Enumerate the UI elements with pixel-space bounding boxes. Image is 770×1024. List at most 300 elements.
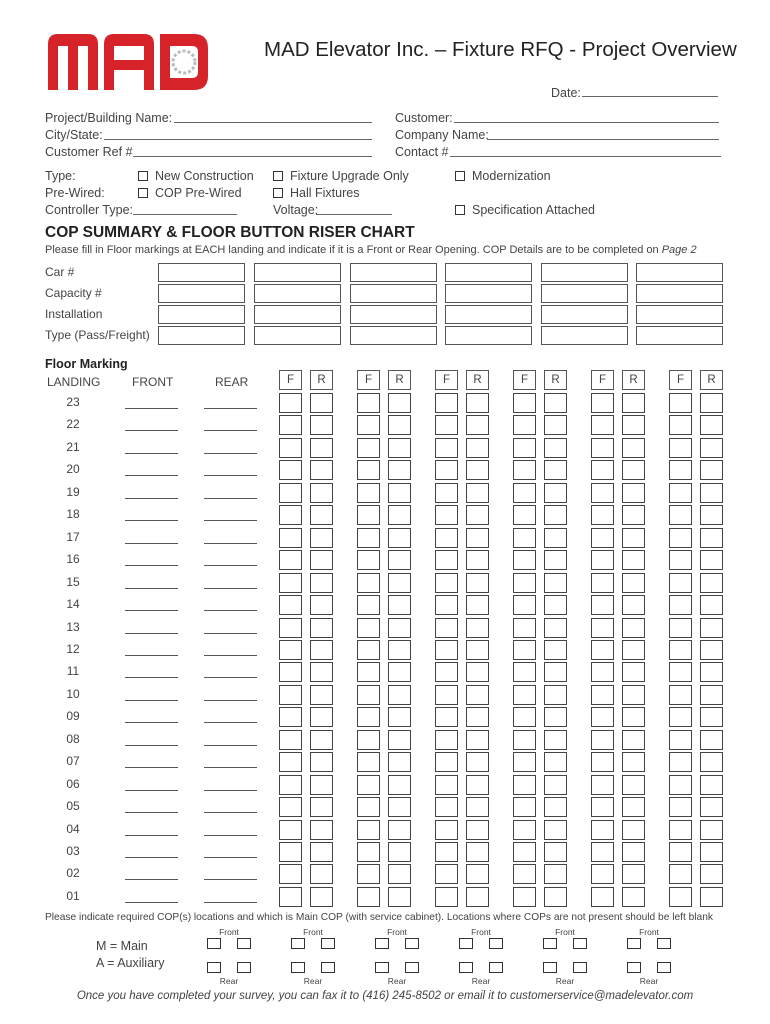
front-opening-box[interactable] bbox=[513, 820, 536, 840]
front-opening-box[interactable] bbox=[591, 707, 614, 727]
front-marking-field[interactable] bbox=[125, 520, 178, 521]
controller-type-field[interactable] bbox=[133, 214, 237, 215]
front-opening-box[interactable] bbox=[357, 685, 380, 705]
front-opening-box[interactable] bbox=[591, 618, 614, 638]
front-opening-box[interactable] bbox=[435, 775, 458, 795]
spec-input-box[interactable] bbox=[445, 284, 532, 303]
front-opening-box[interactable] bbox=[513, 393, 536, 413]
spec-input-box[interactable] bbox=[158, 263, 245, 282]
rear-opening-box[interactable] bbox=[310, 820, 333, 840]
rear-marking-field[interactable] bbox=[204, 790, 257, 791]
front-opening-box[interactable] bbox=[591, 730, 614, 750]
front-opening-box[interactable] bbox=[435, 797, 458, 817]
rear-opening-box[interactable] bbox=[544, 864, 567, 884]
fixture-upgrade-checkbox[interactable] bbox=[273, 171, 283, 181]
rear-opening-box[interactable] bbox=[700, 595, 723, 615]
rear-opening-box[interactable] bbox=[544, 528, 567, 548]
rear-opening-box[interactable] bbox=[622, 685, 645, 705]
rear-marking-field[interactable] bbox=[204, 610, 257, 611]
rear-opening-box[interactable] bbox=[700, 618, 723, 638]
rear-opening-box[interactable] bbox=[622, 752, 645, 772]
rear-opening-box[interactable] bbox=[466, 730, 489, 750]
front-marking-field[interactable] bbox=[125, 543, 178, 544]
rear-opening-box[interactable] bbox=[700, 415, 723, 435]
rear-opening-box[interactable] bbox=[622, 775, 645, 795]
front-opening-box[interactable] bbox=[435, 438, 458, 458]
front-opening-box[interactable] bbox=[513, 595, 536, 615]
rear-opening-box[interactable] bbox=[544, 640, 567, 660]
front-marking-field[interactable] bbox=[125, 453, 178, 454]
front-opening-box[interactable] bbox=[591, 842, 614, 862]
rear-opening-box[interactable] bbox=[466, 707, 489, 727]
rear-marking-field[interactable] bbox=[204, 722, 257, 723]
front-opening-box[interactable] bbox=[669, 887, 692, 907]
rear-marking-field[interactable] bbox=[204, 498, 257, 499]
rear-opening-box[interactable] bbox=[388, 640, 411, 660]
rear-opening-box[interactable] bbox=[466, 842, 489, 862]
front-opening-box[interactable] bbox=[513, 887, 536, 907]
spec-input-box[interactable] bbox=[254, 263, 341, 282]
rear-opening-box[interactable] bbox=[622, 707, 645, 727]
front-opening-box[interactable] bbox=[435, 887, 458, 907]
cop-rear-right-box[interactable] bbox=[657, 962, 671, 973]
front-opening-box[interactable] bbox=[669, 460, 692, 480]
fixture-upgrade-option[interactable]: Fixture Upgrade Only bbox=[273, 169, 409, 183]
front-marking-field[interactable] bbox=[125, 835, 178, 836]
rear-opening-box[interactable] bbox=[388, 573, 411, 593]
spec-attached-option[interactable]: Specification Attached bbox=[455, 203, 595, 217]
rear-marking-field[interactable] bbox=[204, 902, 257, 903]
cop-front-left-box[interactable] bbox=[375, 938, 389, 949]
spec-input-box[interactable] bbox=[158, 284, 245, 303]
front-opening-box[interactable] bbox=[357, 752, 380, 772]
front-marking-field[interactable] bbox=[125, 767, 178, 768]
rear-opening-box[interactable] bbox=[388, 730, 411, 750]
rear-opening-box[interactable] bbox=[310, 662, 333, 682]
rear-opening-box[interactable] bbox=[466, 864, 489, 884]
front-opening-box[interactable] bbox=[591, 483, 614, 503]
rear-opening-box[interactable] bbox=[388, 864, 411, 884]
front-opening-box[interactable] bbox=[513, 842, 536, 862]
front-opening-box[interactable] bbox=[513, 460, 536, 480]
rear-opening-box[interactable] bbox=[544, 887, 567, 907]
rear-opening-box[interactable] bbox=[388, 595, 411, 615]
rear-opening-box[interactable] bbox=[388, 415, 411, 435]
front-opening-box[interactable] bbox=[669, 842, 692, 862]
front-opening-box[interactable] bbox=[669, 640, 692, 660]
rear-opening-box[interactable] bbox=[622, 887, 645, 907]
rear-marking-field[interactable] bbox=[204, 633, 257, 634]
front-opening-box[interactable] bbox=[357, 730, 380, 750]
front-opening-box[interactable] bbox=[279, 797, 302, 817]
rear-opening-box[interactable] bbox=[310, 618, 333, 638]
rear-opening-box[interactable] bbox=[544, 775, 567, 795]
front-opening-box[interactable] bbox=[591, 393, 614, 413]
spec-input-box[interactable] bbox=[636, 263, 723, 282]
contact-field[interactable] bbox=[450, 156, 721, 157]
front-opening-box[interactable] bbox=[591, 415, 614, 435]
rear-opening-box[interactable] bbox=[544, 842, 567, 862]
rear-opening-box[interactable] bbox=[388, 505, 411, 525]
front-opening-box[interactable] bbox=[279, 662, 302, 682]
cop-rear-left-box[interactable] bbox=[543, 962, 557, 973]
rear-opening-box[interactable] bbox=[310, 573, 333, 593]
front-opening-box[interactable] bbox=[279, 393, 302, 413]
rear-opening-box[interactable] bbox=[544, 573, 567, 593]
front-opening-box[interactable] bbox=[357, 640, 380, 660]
front-opening-box[interactable] bbox=[669, 685, 692, 705]
front-opening-box[interactable] bbox=[513, 797, 536, 817]
modernization-option[interactable]: Modernization bbox=[455, 169, 551, 183]
rear-opening-box[interactable] bbox=[622, 460, 645, 480]
front-marking-field[interactable] bbox=[125, 879, 178, 880]
front-opening-box[interactable] bbox=[591, 685, 614, 705]
rear-opening-box[interactable] bbox=[622, 595, 645, 615]
rear-opening-box[interactable] bbox=[700, 393, 723, 413]
front-opening-box[interactable] bbox=[669, 662, 692, 682]
rear-opening-box[interactable] bbox=[700, 640, 723, 660]
front-opening-box[interactable] bbox=[669, 415, 692, 435]
rear-marking-field[interactable] bbox=[204, 453, 257, 454]
front-opening-box[interactable] bbox=[279, 730, 302, 750]
rear-opening-box[interactable] bbox=[466, 550, 489, 570]
front-opening-box[interactable] bbox=[357, 550, 380, 570]
front-opening-box[interactable] bbox=[357, 864, 380, 884]
front-opening-box[interactable] bbox=[513, 685, 536, 705]
rear-opening-box[interactable] bbox=[622, 797, 645, 817]
front-opening-box[interactable] bbox=[357, 775, 380, 795]
front-opening-box[interactable] bbox=[435, 752, 458, 772]
rear-opening-box[interactable] bbox=[466, 685, 489, 705]
date-field[interactable] bbox=[582, 96, 718, 97]
rear-marking-field[interactable] bbox=[204, 812, 257, 813]
front-opening-box[interactable] bbox=[279, 618, 302, 638]
rear-opening-box[interactable] bbox=[310, 528, 333, 548]
front-opening-box[interactable] bbox=[279, 820, 302, 840]
front-opening-box[interactable] bbox=[591, 550, 614, 570]
hall-fixtures-checkbox[interactable] bbox=[273, 188, 283, 198]
front-marking-field[interactable] bbox=[125, 677, 178, 678]
front-opening-box[interactable] bbox=[279, 505, 302, 525]
front-opening-box[interactable] bbox=[435, 460, 458, 480]
front-opening-box[interactable] bbox=[279, 707, 302, 727]
front-opening-box[interactable] bbox=[357, 483, 380, 503]
front-opening-box[interactable] bbox=[513, 505, 536, 525]
front-opening-box[interactable] bbox=[669, 595, 692, 615]
front-opening-box[interactable] bbox=[513, 662, 536, 682]
rear-opening-box[interactable] bbox=[466, 887, 489, 907]
rear-opening-box[interactable] bbox=[310, 752, 333, 772]
rear-marking-field[interactable] bbox=[204, 565, 257, 566]
rear-opening-box[interactable] bbox=[310, 797, 333, 817]
front-opening-box[interactable] bbox=[591, 752, 614, 772]
cop-front-right-box[interactable] bbox=[489, 938, 503, 949]
rear-marking-field[interactable] bbox=[204, 857, 257, 858]
cop-rear-right-box[interactable] bbox=[489, 962, 503, 973]
rear-opening-box[interactable] bbox=[466, 415, 489, 435]
front-opening-box[interactable] bbox=[435, 618, 458, 638]
rear-opening-box[interactable] bbox=[310, 685, 333, 705]
spec-input-box[interactable] bbox=[636, 305, 723, 324]
front-opening-box[interactable] bbox=[669, 483, 692, 503]
rear-opening-box[interactable] bbox=[700, 707, 723, 727]
front-opening-box[interactable] bbox=[357, 438, 380, 458]
spec-input-box[interactable] bbox=[445, 305, 532, 324]
front-opening-box[interactable] bbox=[513, 415, 536, 435]
front-opening-box[interactable] bbox=[591, 640, 614, 660]
rear-opening-box[interactable] bbox=[388, 393, 411, 413]
front-opening-box[interactable] bbox=[669, 707, 692, 727]
cop-rear-left-box[interactable] bbox=[291, 962, 305, 973]
front-opening-box[interactable] bbox=[435, 662, 458, 682]
rear-opening-box[interactable] bbox=[310, 505, 333, 525]
rear-opening-box[interactable] bbox=[700, 864, 723, 884]
cop-front-right-box[interactable] bbox=[321, 938, 335, 949]
cop-prewired-option[interactable]: COP Pre-Wired bbox=[138, 186, 242, 200]
front-opening-box[interactable] bbox=[669, 528, 692, 548]
rear-opening-box[interactable] bbox=[700, 685, 723, 705]
spec-input-box[interactable] bbox=[636, 284, 723, 303]
spec-input-box[interactable] bbox=[445, 326, 532, 345]
spec-input-box[interactable] bbox=[254, 305, 341, 324]
cop-front-right-box[interactable] bbox=[573, 938, 587, 949]
rear-opening-box[interactable] bbox=[544, 730, 567, 750]
rear-marking-field[interactable] bbox=[204, 835, 257, 836]
project-name-field[interactable] bbox=[174, 122, 372, 123]
rear-opening-box[interactable] bbox=[310, 483, 333, 503]
front-opening-box[interactable] bbox=[591, 573, 614, 593]
front-opening-box[interactable] bbox=[279, 460, 302, 480]
cop-rear-left-box[interactable] bbox=[207, 962, 221, 973]
rear-opening-box[interactable] bbox=[388, 775, 411, 795]
front-opening-box[interactable] bbox=[669, 864, 692, 884]
rear-opening-box[interactable] bbox=[466, 797, 489, 817]
front-opening-box[interactable] bbox=[279, 438, 302, 458]
front-opening-box[interactable] bbox=[591, 797, 614, 817]
front-opening-box[interactable] bbox=[591, 820, 614, 840]
rear-opening-box[interactable] bbox=[700, 820, 723, 840]
rear-marking-field[interactable] bbox=[204, 767, 257, 768]
rear-opening-box[interactable] bbox=[310, 595, 333, 615]
rear-opening-box[interactable] bbox=[310, 640, 333, 660]
cop-rear-left-box[interactable] bbox=[459, 962, 473, 973]
front-marking-field[interactable] bbox=[125, 857, 178, 858]
front-opening-box[interactable] bbox=[669, 775, 692, 795]
front-opening-box[interactable] bbox=[435, 685, 458, 705]
rear-opening-box[interactable] bbox=[466, 483, 489, 503]
front-opening-box[interactable] bbox=[591, 887, 614, 907]
rear-opening-box[interactable] bbox=[388, 842, 411, 862]
rear-opening-box[interactable] bbox=[544, 415, 567, 435]
front-marking-field[interactable] bbox=[125, 588, 178, 589]
new-construction-checkbox[interactable] bbox=[138, 171, 148, 181]
front-opening-box[interactable] bbox=[279, 573, 302, 593]
rear-opening-box[interactable] bbox=[466, 393, 489, 413]
front-opening-box[interactable] bbox=[513, 864, 536, 884]
spec-input-box[interactable] bbox=[158, 305, 245, 324]
rear-opening-box[interactable] bbox=[622, 573, 645, 593]
rear-opening-box[interactable] bbox=[622, 393, 645, 413]
front-opening-box[interactable] bbox=[591, 505, 614, 525]
customer-ref-field[interactable] bbox=[133, 156, 372, 157]
front-opening-box[interactable] bbox=[669, 573, 692, 593]
rear-opening-box[interactable] bbox=[622, 730, 645, 750]
rear-opening-box[interactable] bbox=[622, 415, 645, 435]
cop-rear-right-box[interactable] bbox=[405, 962, 419, 973]
front-opening-box[interactable] bbox=[513, 707, 536, 727]
rear-opening-box[interactable] bbox=[544, 460, 567, 480]
hall-fixtures-option[interactable]: Hall Fixtures bbox=[273, 186, 359, 200]
front-opening-box[interactable] bbox=[357, 842, 380, 862]
spec-input-box[interactable] bbox=[350, 305, 437, 324]
front-marking-field[interactable] bbox=[125, 722, 178, 723]
rear-opening-box[interactable] bbox=[700, 573, 723, 593]
front-marking-field[interactable] bbox=[125, 812, 178, 813]
front-opening-box[interactable] bbox=[357, 662, 380, 682]
front-opening-box[interactable] bbox=[279, 595, 302, 615]
front-opening-box[interactable] bbox=[279, 752, 302, 772]
front-opening-box[interactable] bbox=[513, 528, 536, 548]
front-opening-box[interactable] bbox=[591, 864, 614, 884]
front-opening-box[interactable] bbox=[357, 820, 380, 840]
rear-marking-field[interactable] bbox=[204, 475, 257, 476]
front-opening-box[interactable] bbox=[279, 415, 302, 435]
rear-opening-box[interactable] bbox=[622, 550, 645, 570]
front-opening-box[interactable] bbox=[357, 505, 380, 525]
spec-input-box[interactable] bbox=[254, 326, 341, 345]
spec-input-box[interactable] bbox=[350, 326, 437, 345]
front-opening-box[interactable] bbox=[357, 707, 380, 727]
rear-opening-box[interactable] bbox=[388, 550, 411, 570]
front-opening-box[interactable] bbox=[357, 573, 380, 593]
front-opening-box[interactable] bbox=[591, 662, 614, 682]
cop-rear-left-box[interactable] bbox=[627, 962, 641, 973]
rear-marking-field[interactable] bbox=[204, 677, 257, 678]
rear-opening-box[interactable] bbox=[544, 707, 567, 727]
rear-opening-box[interactable] bbox=[622, 640, 645, 660]
cop-front-left-box[interactable] bbox=[207, 938, 221, 949]
rear-opening-box[interactable] bbox=[388, 887, 411, 907]
city-state-field[interactable] bbox=[104, 139, 372, 140]
rear-opening-box[interactable] bbox=[700, 752, 723, 772]
rear-opening-box[interactable] bbox=[466, 752, 489, 772]
rear-opening-box[interactable] bbox=[700, 775, 723, 795]
rear-marking-field[interactable] bbox=[204, 543, 257, 544]
front-opening-box[interactable] bbox=[435, 640, 458, 660]
rear-opening-box[interactable] bbox=[544, 595, 567, 615]
rear-opening-box[interactable] bbox=[700, 505, 723, 525]
front-opening-box[interactable] bbox=[591, 595, 614, 615]
rear-opening-box[interactable] bbox=[700, 730, 723, 750]
front-opening-box[interactable] bbox=[591, 528, 614, 548]
rear-opening-box[interactable] bbox=[388, 797, 411, 817]
front-opening-box[interactable] bbox=[357, 797, 380, 817]
spec-input-box[interactable] bbox=[445, 263, 532, 282]
cop-prewired-checkbox[interactable] bbox=[138, 188, 148, 198]
customer-field[interactable] bbox=[454, 122, 719, 123]
rear-opening-box[interactable] bbox=[310, 730, 333, 750]
rear-opening-box[interactable] bbox=[310, 775, 333, 795]
rear-opening-box[interactable] bbox=[700, 483, 723, 503]
rear-opening-box[interactable] bbox=[466, 505, 489, 525]
front-opening-box[interactable] bbox=[669, 752, 692, 772]
rear-opening-box[interactable] bbox=[310, 842, 333, 862]
rear-opening-box[interactable] bbox=[388, 662, 411, 682]
front-opening-box[interactable] bbox=[435, 864, 458, 884]
front-opening-box[interactable] bbox=[435, 415, 458, 435]
front-opening-box[interactable] bbox=[669, 618, 692, 638]
front-opening-box[interactable] bbox=[591, 775, 614, 795]
modernization-checkbox[interactable] bbox=[455, 171, 465, 181]
front-opening-box[interactable] bbox=[513, 775, 536, 795]
spec-input-box[interactable] bbox=[350, 263, 437, 282]
front-opening-box[interactable] bbox=[435, 505, 458, 525]
front-marking-field[interactable] bbox=[125, 498, 178, 499]
front-opening-box[interactable] bbox=[279, 550, 302, 570]
rear-opening-box[interactable] bbox=[544, 505, 567, 525]
spec-input-box[interactable] bbox=[541, 263, 628, 282]
rear-opening-box[interactable] bbox=[466, 820, 489, 840]
spec-input-box[interactable] bbox=[158, 326, 245, 345]
rear-opening-box[interactable] bbox=[310, 887, 333, 907]
front-marking-field[interactable] bbox=[125, 902, 178, 903]
rear-opening-box[interactable] bbox=[310, 415, 333, 435]
rear-marking-field[interactable] bbox=[204, 408, 257, 409]
front-opening-box[interactable] bbox=[669, 730, 692, 750]
rear-opening-box[interactable] bbox=[544, 618, 567, 638]
rear-opening-box[interactable] bbox=[622, 618, 645, 638]
rear-opening-box[interactable] bbox=[700, 438, 723, 458]
rear-opening-box[interactable] bbox=[466, 573, 489, 593]
rear-opening-box[interactable] bbox=[544, 483, 567, 503]
cop-front-left-box[interactable] bbox=[459, 938, 473, 949]
rear-opening-box[interactable] bbox=[622, 438, 645, 458]
front-opening-box[interactable] bbox=[669, 505, 692, 525]
front-opening-box[interactable] bbox=[279, 775, 302, 795]
rear-marking-field[interactable] bbox=[204, 745, 257, 746]
rear-opening-box[interactable] bbox=[622, 662, 645, 682]
front-opening-box[interactable] bbox=[435, 730, 458, 750]
front-opening-box[interactable] bbox=[357, 595, 380, 615]
front-marking-field[interactable] bbox=[125, 408, 178, 409]
rear-opening-box[interactable] bbox=[622, 842, 645, 862]
front-opening-box[interactable] bbox=[279, 842, 302, 862]
rear-opening-box[interactable] bbox=[700, 528, 723, 548]
rear-opening-box[interactable] bbox=[466, 438, 489, 458]
front-marking-field[interactable] bbox=[125, 475, 178, 476]
rear-opening-box[interactable] bbox=[466, 460, 489, 480]
rear-opening-box[interactable] bbox=[310, 393, 333, 413]
front-opening-box[interactable] bbox=[357, 887, 380, 907]
front-opening-box[interactable] bbox=[435, 528, 458, 548]
rear-opening-box[interactable] bbox=[622, 820, 645, 840]
cop-rear-left-box[interactable] bbox=[375, 962, 389, 973]
front-opening-box[interactable] bbox=[435, 573, 458, 593]
front-opening-box[interactable] bbox=[669, 820, 692, 840]
front-opening-box[interactable] bbox=[357, 393, 380, 413]
cop-rear-right-box[interactable] bbox=[237, 962, 251, 973]
front-opening-box[interactable] bbox=[435, 393, 458, 413]
front-marking-field[interactable] bbox=[125, 790, 178, 791]
rear-opening-box[interactable] bbox=[388, 752, 411, 772]
front-opening-box[interactable] bbox=[513, 483, 536, 503]
rear-opening-box[interactable] bbox=[622, 505, 645, 525]
front-opening-box[interactable] bbox=[357, 528, 380, 548]
front-opening-box[interactable] bbox=[435, 820, 458, 840]
front-opening-box[interactable] bbox=[435, 707, 458, 727]
rear-marking-field[interactable] bbox=[204, 520, 257, 521]
rear-opening-box[interactable] bbox=[466, 775, 489, 795]
